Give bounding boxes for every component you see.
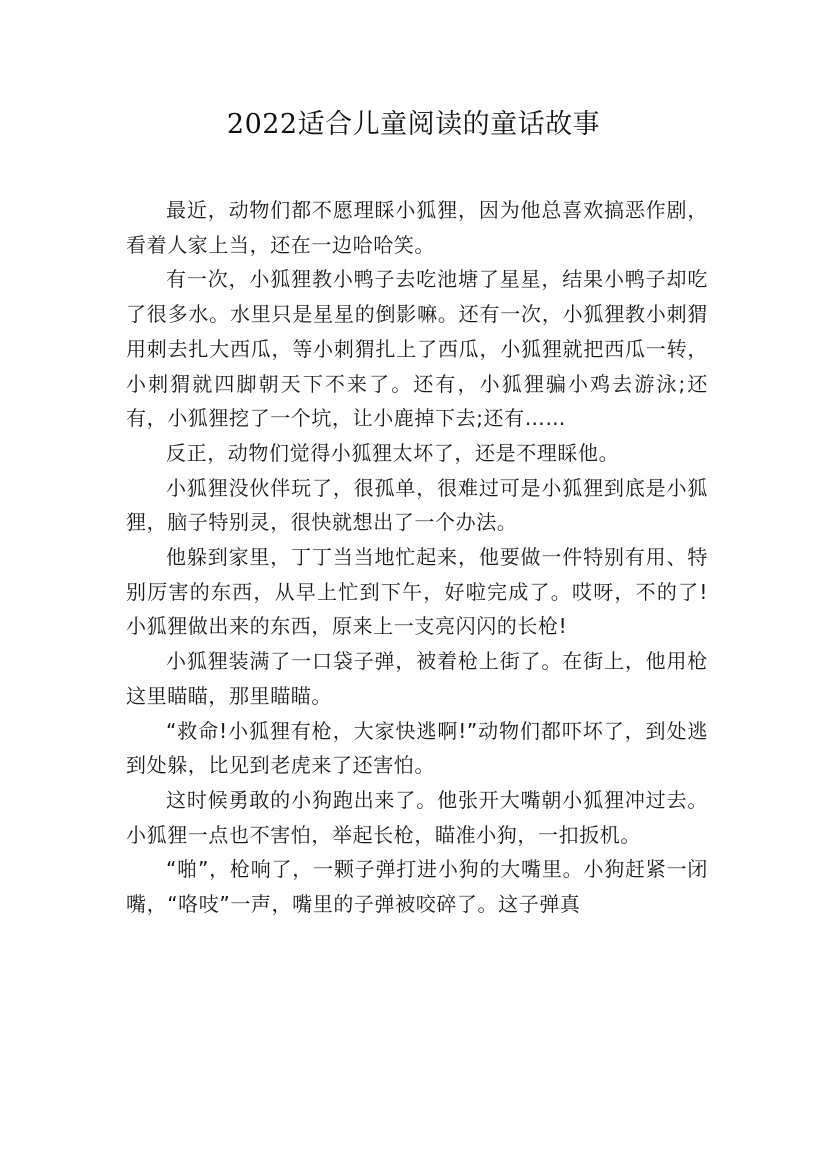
paragraph: 有一次，小狐狸教小鸭子去吃池塘了星星，结果小鸭子却吃了很多水。水里只是星星的倒影嘛。还有一次，小狐狸教小刺猬用刺去扎大西瓜，等小刺猬扎上了西瓜，小狐狸就把西瓜一转，小刺猬就四脚朝天下不来了。还有，小狐狸骗小鸡去游泳;还有，小狐狸挖了一个坑，让小鹿掉下去;还有…… bbox=[126, 267, 708, 431]
paragraph: 小狐狸没伙伴玩了，很孤单，很难过可是小狐狸到底是小狐狸，脑子特别灵，很快就想出了一个办法。 bbox=[126, 475, 708, 535]
paragraph: 他躲到家里，丁丁当当地忙起来，他要做一件特别有用、特别厉害的东西，从早上忙到下午，好啦完成了。哎呀，不的了!小狐狸做出来的东西，原来上一支亮闪闪的长枪! bbox=[126, 545, 708, 639]
paragraph: 小狐狸装满了一口袋子弹，被着枪上街了。在街上，他用枪这里瞄瞄，那里瞄瞄。 bbox=[126, 649, 708, 708]
document-title: 2022适合儿童阅读的童话故事 bbox=[226, 109, 601, 140]
paragraph: 最近，动物们都不愿理睬小狐狸，因为他总喜欢搞恶作剧，看着人家上当，还在一边哈哈笑。 bbox=[126, 198, 708, 257]
document-body bbox=[126, 193, 708, 922]
paragraph: “救命!小狐狸有枪，大家快逃啊!”动物们都吓坏了，到处逃到处躲，比见到老虎来了还害怕。 bbox=[126, 718, 708, 778]
paragraph: “啪”，枪响了，一颗子弹打进小狗的大嘴里。小狗赶紧一闭嘴，“咯吱”一声，嘴里的子弹被咬碎了。这子弹真 bbox=[126, 857, 708, 917]
paragraph: 反正，动物们觉得小狐狸太坏了，还是不理睬他。 bbox=[166, 440, 620, 465]
paragraph: 这时候勇敢的小狗跑出来了。他张开大嘴朝小狐狸冲过去。小狐狸一点也不害怕，举起长枪，瞄准小狗，一扣扳机。 bbox=[126, 787, 708, 847]
